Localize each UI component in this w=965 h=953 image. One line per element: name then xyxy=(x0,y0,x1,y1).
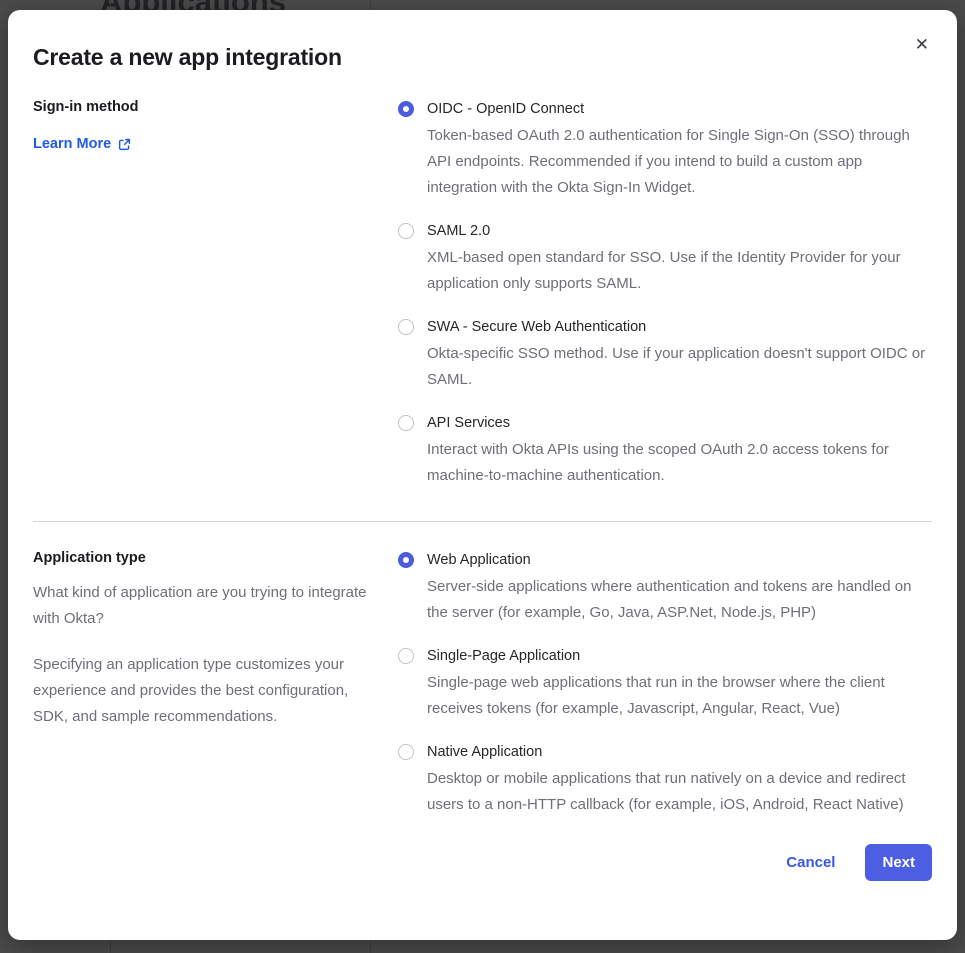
radio-option-oidc[interactable] xyxy=(398,99,932,201)
radio-option-description: Okta-specific SSO method. Use if your application doesn't support OIDC or SAML. xyxy=(427,345,926,388)
next-button[interactable]: Next xyxy=(865,844,932,881)
close-button[interactable] xyxy=(909,30,935,59)
radio-icon[interactable] xyxy=(398,744,414,760)
radio-option-description: Single-page web applications that run in the browser where the client receives tokens (for example, Javascript, Angular, React, Vue) xyxy=(427,674,885,717)
radio-icon[interactable] xyxy=(398,415,414,431)
application-type-options xyxy=(398,550,932,818)
learn-more-link[interactable] xyxy=(33,136,131,152)
signin-method-options xyxy=(398,99,932,489)
radio-option-description: Interact with Okta APIs using the scoped OAuth 2.0 access tokens for machine-to-machine authentication. xyxy=(427,441,889,484)
learn-more-label: Learn More xyxy=(33,136,112,152)
radio-icon[interactable] xyxy=(398,101,414,117)
signin-method-heading: Sign-in method xyxy=(33,99,139,115)
radio-option-saml[interactable] xyxy=(398,221,932,297)
radio-icon[interactable] xyxy=(398,648,414,664)
radio-option-label: Single-Page Application xyxy=(427,648,581,664)
radio-option-single-page-application[interactable] xyxy=(398,646,932,722)
radio-option-description: Desktop or mobile applications that run natively on a device and redirect users to a non-HTTP callback (for example, iOS, Android, React Native) xyxy=(427,770,906,813)
application-type-section xyxy=(33,550,932,818)
radio-option-label: SAML 2.0 xyxy=(427,223,491,239)
application-type-intro: Specifying an application type customizes your experience and provides the best configuration, SDK, and sample recommendations. xyxy=(33,656,349,725)
radio-option-web-application[interactable] xyxy=(398,550,932,626)
external-link-icon xyxy=(118,138,131,151)
section-divider xyxy=(33,521,932,522)
radio-option-swa[interactable] xyxy=(398,317,932,393)
radio-option-description: Token-based OAuth 2.0 authentication for Single Sign-On (SSO) through API endpoints. Recommended if you intend to build a custom app integration with the Okta Sign-In Widget. xyxy=(427,127,910,196)
radio-option-label: API Services xyxy=(427,415,510,431)
radio-icon[interactable] xyxy=(398,223,414,239)
cancel-button[interactable]: Cancel xyxy=(786,854,836,871)
radio-icon[interactable] xyxy=(398,319,414,335)
application-type-intro: What kind of application are you trying to integrate with Okta? xyxy=(33,584,367,627)
create-app-integration-dialog xyxy=(8,10,957,940)
radio-option-label: Web Application xyxy=(427,552,531,568)
radio-option-description: Server-side applications where authentication and tokens are handled on the server (for example, Go, Java, ASP.Net, Node.js, PHP) xyxy=(427,578,912,621)
dialog-footer xyxy=(33,844,932,881)
application-type-heading: Application type xyxy=(33,550,146,566)
radio-option-api-services[interactable] xyxy=(398,413,932,489)
signin-method-section xyxy=(33,99,932,489)
radio-option-native-application[interactable] xyxy=(398,742,932,818)
radio-option-label: OIDC - OpenID Connect xyxy=(427,101,585,117)
radio-option-description: XML-based open standard for SSO. Use if the Identity Provider for your application only supports SAML. xyxy=(427,249,901,292)
radio-option-label: Native Application xyxy=(427,744,543,760)
dialog-title: Create a new app integration xyxy=(33,44,342,70)
radio-icon[interactable] xyxy=(398,552,414,568)
close-icon: ✕ xyxy=(914,35,929,54)
radio-option-label: SWA - Secure Web Authentication xyxy=(427,319,647,335)
